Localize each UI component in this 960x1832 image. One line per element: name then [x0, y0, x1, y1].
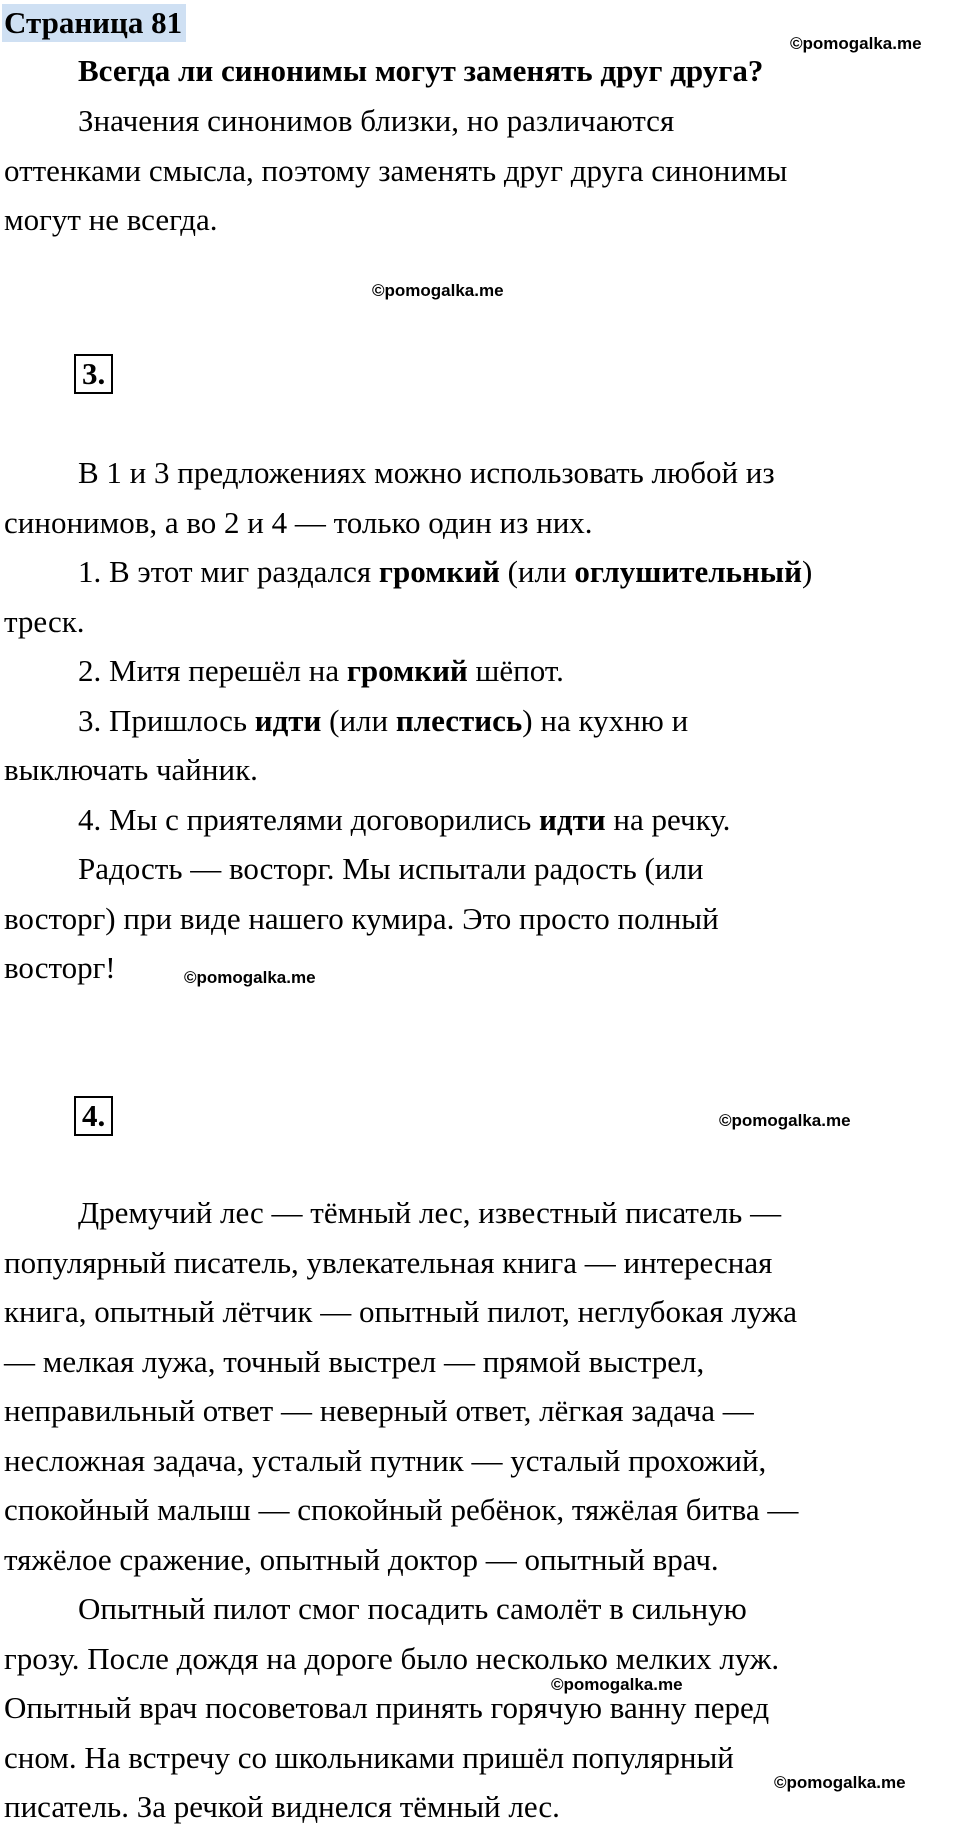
watermark: ©pomogalka.me [719, 1111, 851, 1130]
watermark: ©pomogalka.me [372, 281, 504, 300]
watermark: ©pomogalka.me [551, 1675, 683, 1694]
sentence-3: 3. Пришлось идти (или плестись) на кухню и [78, 702, 689, 738]
watermark: ©pomogalka.me [774, 1773, 906, 1792]
intro-paragraph: Значения синонимов близки, но различаются оттенками смысла, поэтому заменять друг друга синонимы могут не всегда. [4, 103, 788, 237]
task-number-4: 4. [74, 1096, 113, 1136]
watermark: ©pomogalka.me [184, 968, 316, 987]
question-heading: Всегда ли синонимы могут заменять друг друга? [78, 53, 764, 88]
page-title: Страница 81 [2, 4, 186, 42]
sentence-4: 4. Мы с приятелями договорились идти на речку. [78, 801, 731, 837]
sentence-2: 2. Митя перешёл на громкий шёпот. [78, 653, 564, 688]
watermark: ©pomogalka.me [790, 34, 922, 53]
task-number-3: 3. [74, 354, 113, 394]
task3-content: В 1 и 3 предложениях можно использовать любой из синонимов, а во 2 и 4 — только один из них. 1. В этот миг раздался громкий (или оглушительный) треск. 2. Митя перешёл на громкий шёпот. 3. Пришлось идти (или плестись) на кухню и выключать чайник. 4. Мы с приятелями договорились идти на речку. Радость — восторг. Мы испытали радость (или восторг) при виде нашего кумира. Это просто полный восторг! [4, 448, 956, 993]
sentence-1: 1. В этот миг раздался громкий (или оглушительный) [78, 554, 813, 589]
task4-content: Дремучий лес — тёмный лес, известный писатель — популярный писатель, увлекательная книга — интересная книга, опытный лётчик — опытный пилот, неглубокая лужа — мелкая лужа, точный выстрел — прямой выстрел, неправильный ответ — неверный ответ, лёгкая задача — несложная задача, усталый путник — усталый прохожий, спокойный малыш — спокойный ребёнок, тяжёлая битва — тяжёлое сражение, опытный доктор — опытный врач. Опытный пилот смог посадить самолёт в сильную грозу. После дождя на дороге было несколько мелких луж. Опытный врач посоветовал принять горячую ванну перед сном. На встречу со школьниками пришёл популярный писатель. За речкой виднелся тёмный лес. [4, 1195, 799, 1824]
